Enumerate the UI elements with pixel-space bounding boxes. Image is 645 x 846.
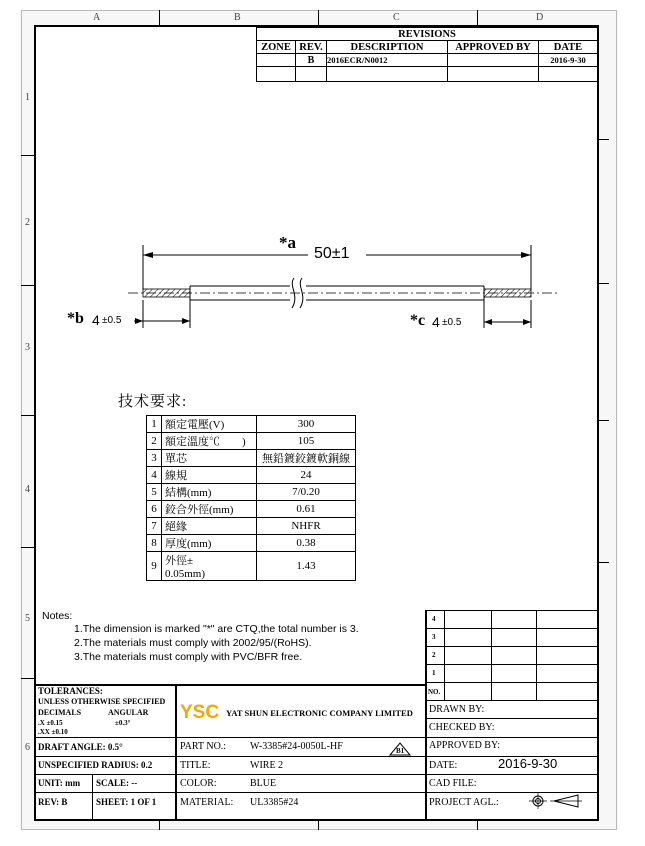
date-label: DATE: [429,760,458,771]
revisions-title: REVISIONS [257,28,598,41]
tb-rev: REV: B [38,797,68,807]
rev-col-description: DESCRIPTION [327,41,448,54]
zone-letter-c: C [393,12,400,23]
zone-letter-a: A [93,12,101,23]
tb-unit: UNIT: mm [38,778,81,788]
rev-grid-1: 1 [432,669,436,677]
dim-length-value: 50±1 [314,245,350,262]
material-label: MATERIAL: [180,797,234,808]
spec-row: 6 鉸合外徑(mm) 0.61 [147,501,356,518]
dim-b-tol: ±0.5 [102,315,122,326]
spec-row: 2 額定溫度℃ ) 105 [147,433,356,450]
tb-tolerances: TOLERANCES: [38,686,103,696]
notes-title: Notes: [42,610,73,622]
drawn-by: DRAWN BY: [429,704,485,715]
rev-grid-3: 3 [432,633,436,641]
project-angle: PROJECT AGL.: [429,797,499,808]
spec-row: 7 絕緣 NHFR [147,518,356,535]
spec-row: 1 額定電壓(V) 300 [147,416,356,433]
zone-row-3: 3 [25,342,30,353]
rev-col-approved: APPROVED BY [448,41,539,54]
zone-row-2: 2 [25,217,30,228]
cad-file: CAD FILE: [429,778,477,789]
company-logo: YSC [180,702,220,723]
tb-angular: ANGULAR [108,708,149,717]
tb-ang-tol: ±0.3° [115,719,131,727]
zone-row-6: 6 [25,742,30,753]
dim-label-b: *b [67,310,84,327]
part-no-value: W-3385#24-0050L-HF [250,741,343,752]
rev-grid-2: 2 [432,651,436,659]
spec-row: 8 厚度(mm) 0.38 [147,535,356,552]
spec-row: 9 外徑± 0.05mm) 1.43 [147,552,356,581]
spec-table [146,415,356,581]
rev-col-zone: ZONE [257,41,296,54]
zone-row-5: 5 [25,613,30,624]
projection-symbol-icon [528,792,584,810]
rev-col-rev: REV. [296,41,327,54]
tb-unless: UNLESS OTHERWISE SPECIFIED [38,697,166,706]
date-value: 2016-9-30 [498,756,558,771]
spec-row: 4 線規 24 [147,467,356,484]
revision-row: B 2016ECR/N0012 2016-9-30 [257,54,598,67]
tb-decimals: DECIMALS [38,708,82,717]
spec-row: 5 結構(mm) 7/0.20 [147,484,356,501]
tb-draft-angle: DRAFT ANGLE: 0.5° [38,742,123,752]
note-3: 3.The materials must comply with PVC/BFR free. [74,651,303,663]
tb-x-tol: .X ±0.15 [38,719,63,727]
dim-c-tol: ±0.5 [442,317,462,328]
approved-by: APPROVED BY: [429,740,501,751]
dim-c-value: 4 [432,314,440,330]
tb-sheet: SHEET: 1 OF 1 [96,797,157,807]
tb-radius: UNSPECIFIED RADIUS: 0.2 [38,760,153,770]
rev-grid-4: 4 [432,615,436,623]
tb-scale: SCALE: -- [96,778,138,788]
title-label: TITLE: [180,760,211,771]
color-value: BLUE [250,778,277,789]
color-label: COLOR: [180,778,217,789]
spec-heading: 技术要求: [118,394,188,410]
zone-letter-b: B [234,12,241,23]
rev-grid-no: NO. [428,688,441,696]
checked-by: CHECKED BY: [429,722,495,733]
note-1: 1.The dimension is marked "*" are CTQ,the total number is 3. [74,623,359,635]
zone-row-1: 1 [25,92,30,103]
title-value: WIRE 2 [250,760,284,771]
zone-row-4: 4 [25,484,30,495]
part-no-label: PART NO.: [180,741,227,752]
rev-col-date: DATE [539,41,598,54]
material-value: UL3385#24 [250,797,299,808]
note-2: 2.The materials must comply with 2002/95/(RoHS). [74,637,312,649]
company-name: YAT SHUN ELECTRONIC COMPANY LIMITED [226,708,413,718]
part-badge: B1 [396,747,405,755]
dim-b-value: 4 [92,312,100,328]
zone-letter-d: D [536,12,544,23]
tb-xx-tol: .XX ±0.10 [38,728,68,736]
spec-row: 3 單芯 無鉛鍍鉸鍍軟銅線 [147,450,356,467]
dim-label-c: *c [410,312,426,329]
dim-label-a: *a [279,233,296,252]
